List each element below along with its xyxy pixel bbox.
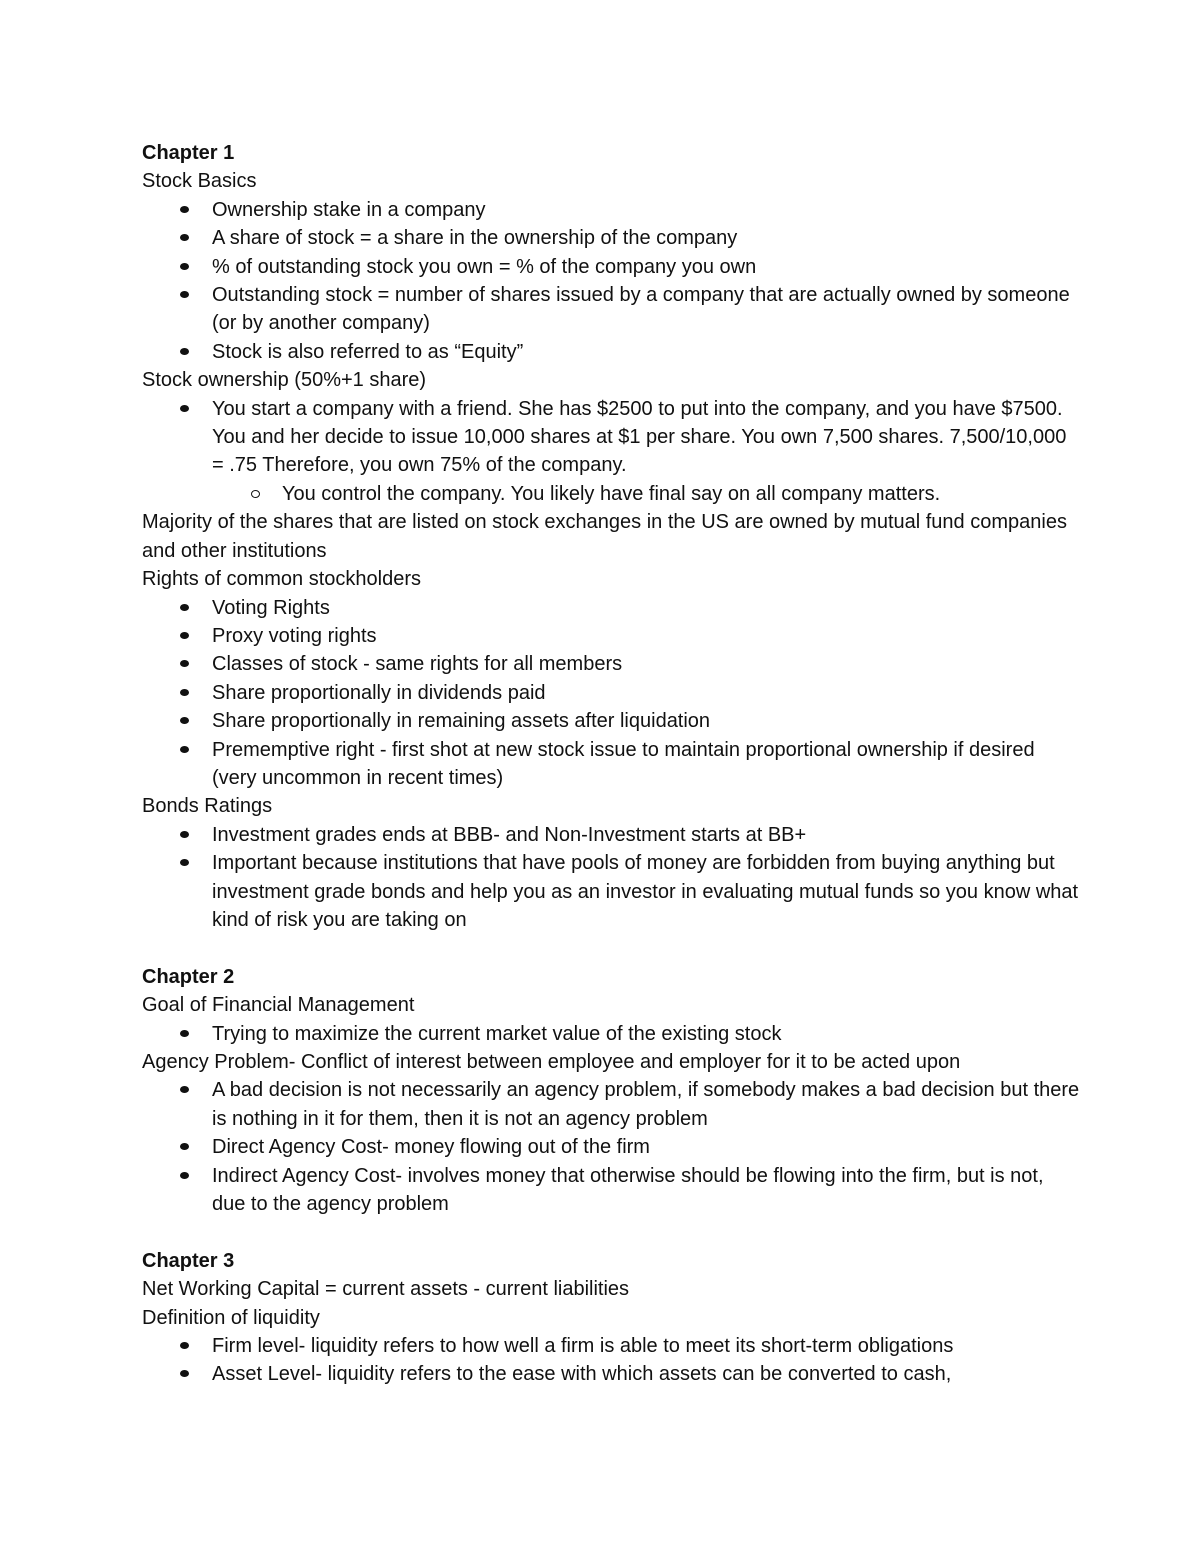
bullet-dot-icon (180, 1086, 189, 1093)
bullet-list (142, 395, 1082, 509)
list-item-text: You start a company with a friend. She has $2500 to put into the company, and you have $7500. You and her decide to issue 10,000 shares at $1 per share. You own 7,500 shares. 7,500/10,000 = .75 Therefore, you own 75% of the company. (212, 397, 1067, 477)
topic-line: Agency Problem- Conflict of interest between employee and employer for it to be acted upon (142, 1050, 961, 1073)
list-item (142, 594, 1082, 622)
chapter-heading: Chapter 3 (142, 1249, 235, 1272)
list-item-text: Firm level- liquidity refers to how well a firm is able to meet its short-term obligations (212, 1335, 954, 1358)
list-item (142, 821, 1082, 849)
list-item (142, 650, 1082, 678)
bullet-dot-icon (180, 1342, 189, 1349)
list-item-text: Trying to maximize the current market value of the existing stock (212, 1022, 782, 1045)
list-item-text: Share proportionally in dividends paid (212, 681, 546, 704)
bullet-dot-icon (180, 405, 189, 412)
list-item-text: Ownership stake in a company (212, 198, 486, 221)
chapter-section (142, 1247, 1082, 1389)
sub-list-item (212, 480, 1082, 508)
topic-line: Bonds Ratings (142, 795, 273, 818)
list-item-text: Direct Agency Cost- money flowing out of the firm (212, 1136, 650, 1159)
bullet-list (142, 1332, 1082, 1389)
chapter-heading: Chapter 1 (142, 142, 235, 164)
list-item (142, 679, 1082, 707)
list-item-text: Voting Rights (212, 596, 330, 619)
bullet-dot-icon (180, 1370, 189, 1377)
sub-list-item-text: You control the company. You likely have final say on all company matters. (282, 482, 941, 505)
list-item-text: Investment grades ends at BBB- and Non-Investment starts at BB+ (212, 823, 807, 846)
list-item (142, 1020, 1082, 1048)
section-spacer (142, 1218, 1082, 1246)
bullet-dot-icon (180, 604, 189, 611)
list-item-text: Asset Level- liquidity refers to the ease with which assets can be converted to cash, (212, 1363, 952, 1386)
document-body (142, 139, 1082, 1389)
sub-bullet-list (212, 480, 1082, 508)
bullet-dot-icon (180, 746, 189, 753)
bullet-list (142, 1020, 1082, 1048)
list-item (142, 1360, 1082, 1388)
bullet-dot-icon (180, 1143, 189, 1150)
list-item (142, 338, 1082, 366)
list-item (142, 736, 1082, 793)
bullet-dot-icon (180, 831, 189, 838)
topic-line: Definition of liquidity (142, 1306, 320, 1329)
bullet-list (142, 821, 1082, 935)
chapter-heading: Chapter 2 (142, 965, 235, 988)
list-item (142, 1076, 1082, 1133)
topic-line: Stock ownership (50%+1 share) (142, 369, 427, 392)
bullet-dot-icon (180, 206, 189, 213)
bullet-dot-icon (180, 689, 189, 696)
bullet-list (142, 594, 1082, 793)
list-item (142, 707, 1082, 735)
list-item (142, 281, 1082, 338)
bullet-dot-icon (180, 717, 189, 724)
bullet-dot-icon (180, 1172, 189, 1179)
bullet-dot-icon (180, 632, 189, 639)
list-item (142, 622, 1082, 650)
list-item (142, 1162, 1082, 1219)
topic-line: Rights of common stockholders (142, 568, 422, 591)
bullet-dot-icon (180, 234, 189, 241)
topic-line: Net Working Capital = current assets - current liabilities (142, 1278, 630, 1301)
topic-line: Stock Basics (142, 170, 257, 193)
list-item (142, 1332, 1082, 1360)
list-item-text: Important because institutions that have pools of money are forbidden from buying anything but investment grade bonds and help you as an investor in evaluating mutual funds so you know what kind of risk you are taking on (212, 852, 1079, 931)
list-item (142, 224, 1082, 252)
list-item-text: % of outstanding stock you own = % of the company you own (212, 255, 757, 278)
bullet-list (142, 196, 1082, 366)
topic-line: Majority of the shares that are listed on stock exchanges in the US are owned by mutual fund companies and other institutions (142, 511, 1067, 562)
bullet-dot-icon (180, 859, 189, 866)
hollow-bullet-icon (251, 490, 260, 498)
list-item (142, 395, 1082, 509)
list-item (142, 253, 1082, 281)
list-item (142, 849, 1082, 934)
chapter-section (142, 963, 1082, 1219)
list-item-text: Prememptive right - first shot at new stock issue to maintain proportional ownership if desired (very uncommon in recent times) (212, 738, 1035, 789)
list-item (142, 1133, 1082, 1161)
topic-line: Goal of Financial Management (142, 994, 415, 1017)
bullet-dot-icon (180, 263, 189, 270)
bullet-dot-icon (180, 291, 189, 298)
bullet-dot-icon (180, 1030, 189, 1037)
bullet-dot-icon (180, 348, 189, 355)
section-spacer (142, 934, 1082, 962)
bullet-dot-icon (180, 660, 189, 667)
list-item-text: Stock is also referred to as “Equity” (212, 340, 524, 363)
list-item (142, 196, 1082, 224)
list-item-text: A bad decision is not necessarily an agency problem, if somebody makes a bad decision but there is nothing in it for them, then it is not an agency problem (212, 1079, 1080, 1130)
list-item-text: A share of stock = a share in the ownership of the company (212, 227, 738, 250)
list-item-text: Share proportionally in remaining assets after liquidation (212, 710, 711, 733)
chapter-section (142, 139, 1082, 934)
list-item-text: Indirect Agency Cost- involves money that otherwise should be flowing into the firm, but is not, due to the agency problem (212, 1164, 1044, 1216)
list-item-text: Proxy voting rights (212, 624, 377, 647)
bullet-list (142, 1076, 1082, 1218)
list-item-text: Outstanding stock = number of shares issued by a company that are actually owned by someone (or by another company) (212, 284, 1070, 335)
list-item-text: Classes of stock - same rights for all members (212, 653, 623, 676)
